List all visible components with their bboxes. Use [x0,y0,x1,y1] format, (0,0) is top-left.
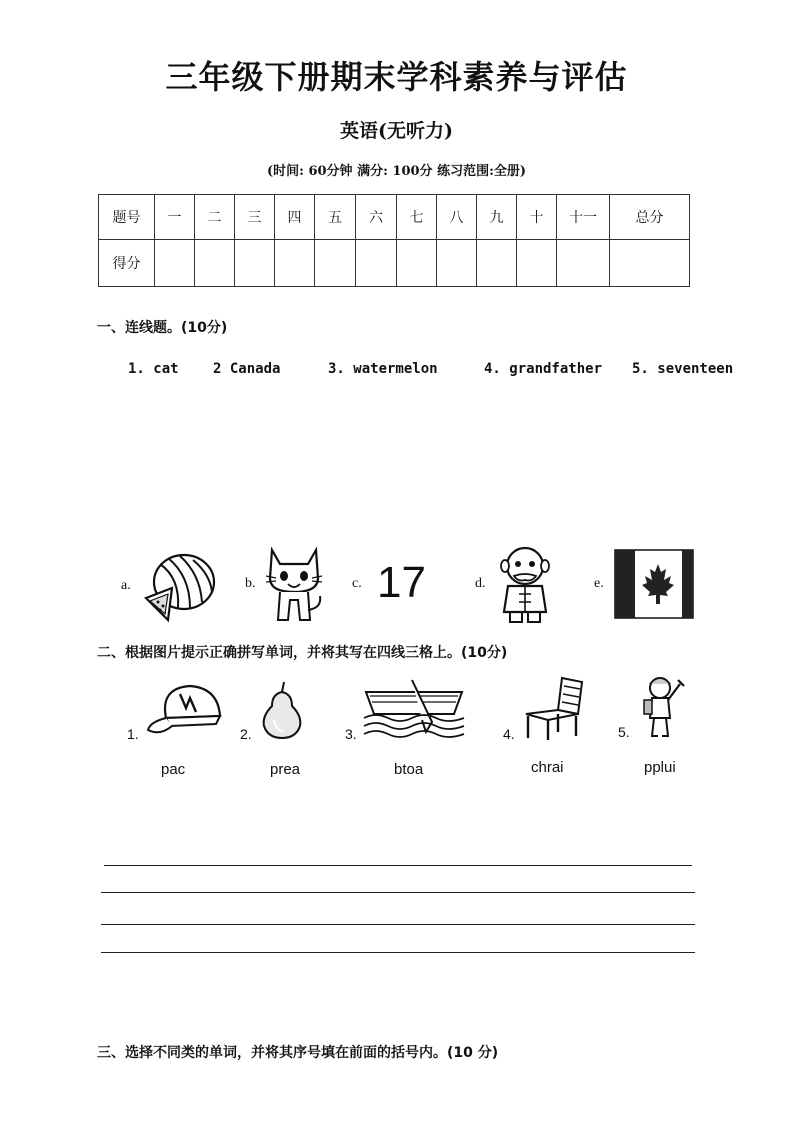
score-cell[interactable] [356,240,397,287]
score-cell[interactable] [610,240,690,287]
match-word[interactable]: 4. grandfather [484,361,603,377]
cat-icon[interactable] [262,544,326,624]
score-cell[interactable] [517,240,557,287]
scrambled-word: pac [161,761,186,778]
section1-heading: 一、连线题。(10分) [97,320,228,336]
page-title: 三年级下册期末学科素养与评估 [165,58,628,96]
score-cell[interactable] [235,240,275,287]
writing-line[interactable] [101,924,695,925]
scrambled-word: pplui [644,759,676,776]
table-header-cell: 五 [315,195,356,240]
pic-label: e. [594,576,604,591]
score-cell[interactable] [195,240,235,287]
score-cell[interactable] [397,240,437,287]
scrambled-word: chrai [531,759,564,776]
match-word[interactable]: 3. watermelon [328,361,438,377]
watermelon-icon[interactable] [138,548,218,624]
pic-label: b. [245,576,256,591]
pic-label: c. [352,576,362,591]
table-header-cell: 八 [437,195,477,240]
boat-icon[interactable] [362,678,466,740]
table-header-cell: 七 [397,195,437,240]
writing-line[interactable] [101,952,695,953]
pic-label: a. [121,578,131,593]
score-cell[interactable] [315,240,356,287]
section3-heading: 三、选择不同类的单词，并将其序号填在前面的括号内。(10 分) [97,1045,499,1061]
item-number: 1. [127,726,139,742]
score-cell[interactable] [477,240,517,287]
grandfather-icon[interactable] [494,542,556,626]
score-cell[interactable] [155,240,195,287]
table-header-cell: 九 [477,195,517,240]
section2-heading: 二、根据图片提示正确拼写单词，并将其写在四线三格上。(10分) [97,645,508,661]
match-word[interactable]: 1. cat [128,361,179,377]
pear-icon[interactable] [258,680,306,740]
item-number: 2. [240,726,252,742]
score-row-label: 得分 [99,240,155,287]
table-header-cell: 十一 [557,195,610,240]
item-number: 5. [618,724,630,740]
cap-icon[interactable] [146,682,224,740]
table-header-cell: 二 [195,195,235,240]
pupil-icon[interactable] [638,670,690,740]
match-word[interactable]: 5. seventeen [632,361,734,377]
item-number: 4. [503,726,515,742]
writing-line[interactable] [101,892,695,893]
exam-info: (时间: 60分钟 满分: 100分 练习范围:全册) [266,164,527,179]
table-header-cell: 六 [356,195,397,240]
scrambled-word: prea [270,761,301,778]
table-header-cell: 十 [517,195,557,240]
table-header-cell: 题号 [99,195,155,240]
canada-flag-icon[interactable] [614,548,694,620]
table-header-cell: 四 [275,195,315,240]
score-cell[interactable] [275,240,315,287]
scrambled-word: btoa [394,761,424,778]
number-seventeen[interactable]: 17 [377,558,426,607]
chair-icon[interactable] [522,674,586,742]
score-cell[interactable] [557,240,610,287]
table-header-cell: 一 [155,195,195,240]
page-subtitle: 英语(无听力) [340,120,453,142]
table-header-cell: 三 [235,195,275,240]
score-table [98,194,690,287]
pic-label: d. [475,576,486,591]
writing-line[interactable] [104,865,692,866]
match-word[interactable]: 2 Canada [213,361,281,377]
score-cell[interactable] [437,240,477,287]
item-number: 3. [345,726,357,742]
table-header-cell: 总分 [610,195,690,240]
